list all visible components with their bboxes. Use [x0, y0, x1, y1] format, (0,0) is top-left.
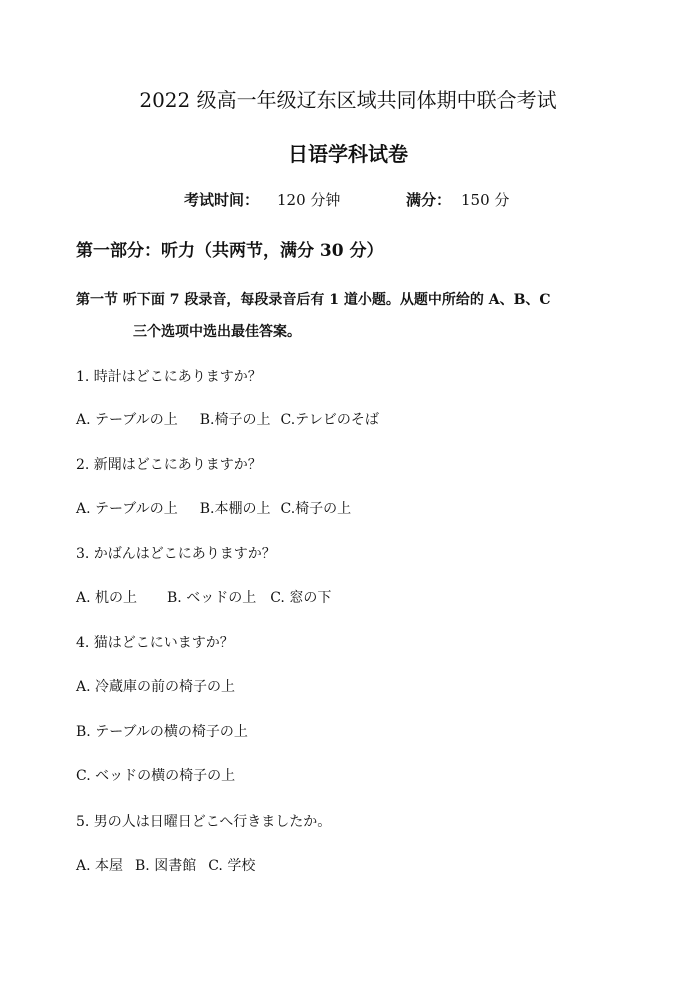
question-1-options	[76, 413, 379, 427]
question-3: 3. かばんはどこにありますか？	[76, 546, 276, 562]
question-1: 1. 時計はどこにありますか？	[76, 369, 262, 385]
exam-score-label: 满分：	[406, 191, 452, 209]
section-instruction-line1: 第一节 听下面 7 段录音，每段录音后有 1 道小题。从题中所给的 A、B、C	[76, 292, 551, 308]
option-c: C.椅子の上	[280, 501, 352, 517]
option-a: A. テーブルの上	[76, 501, 178, 517]
option-c: C. 窓の下	[270, 590, 332, 606]
question-4: 4. 猫はどこにいますか？	[76, 635, 234, 651]
option-b: B. ベッドの上	[167, 590, 257, 606]
option-a: A. 机の上	[76, 590, 138, 606]
exam-score	[406, 193, 509, 208]
option-c: C. 学校	[208, 858, 256, 874]
exam-time-label: 考试时间：	[184, 191, 260, 209]
question-4-option-c: C. ベッドの横の椅子の上	[76, 768, 236, 784]
question-4-option-b: B. テーブルの横の椅子の上	[76, 724, 248, 740]
question-3-options	[76, 591, 331, 605]
exam-time-value: 120 分钟	[277, 191, 341, 209]
exam-time	[184, 193, 340, 208]
exam-title: 2022 级高一年级辽东区域共同体期中联合考试	[139, 88, 557, 112]
option-a: A. テーブルの上	[76, 412, 178, 428]
exam-score-value: 150 分	[461, 191, 510, 209]
question-2: 2. 新聞はどこにありますか？	[76, 457, 262, 473]
section-instruction-line2: 三个选项中选出最佳答案。	[133, 324, 301, 340]
question-5-options	[76, 859, 255, 873]
option-c: C.テレビのそば	[280, 412, 379, 428]
option-b: B.椅子の上	[199, 412, 271, 428]
question-2-options	[76, 502, 351, 516]
option-a: A. 本屋	[76, 858, 124, 874]
question-4-option-a: A. 冷蔵庫の前の椅子の上	[76, 679, 236, 695]
option-b: B. 図書館	[135, 858, 197, 874]
question-5: 5. 男の人は日曜日どこへ行きましたか。	[76, 814, 332, 830]
option-b: B.本棚の上	[199, 501, 271, 517]
part-title: 第一部分：听力（共两节，满分 30 分）	[76, 241, 384, 261]
exam-subtitle: 日语学科试卷	[288, 142, 408, 166]
